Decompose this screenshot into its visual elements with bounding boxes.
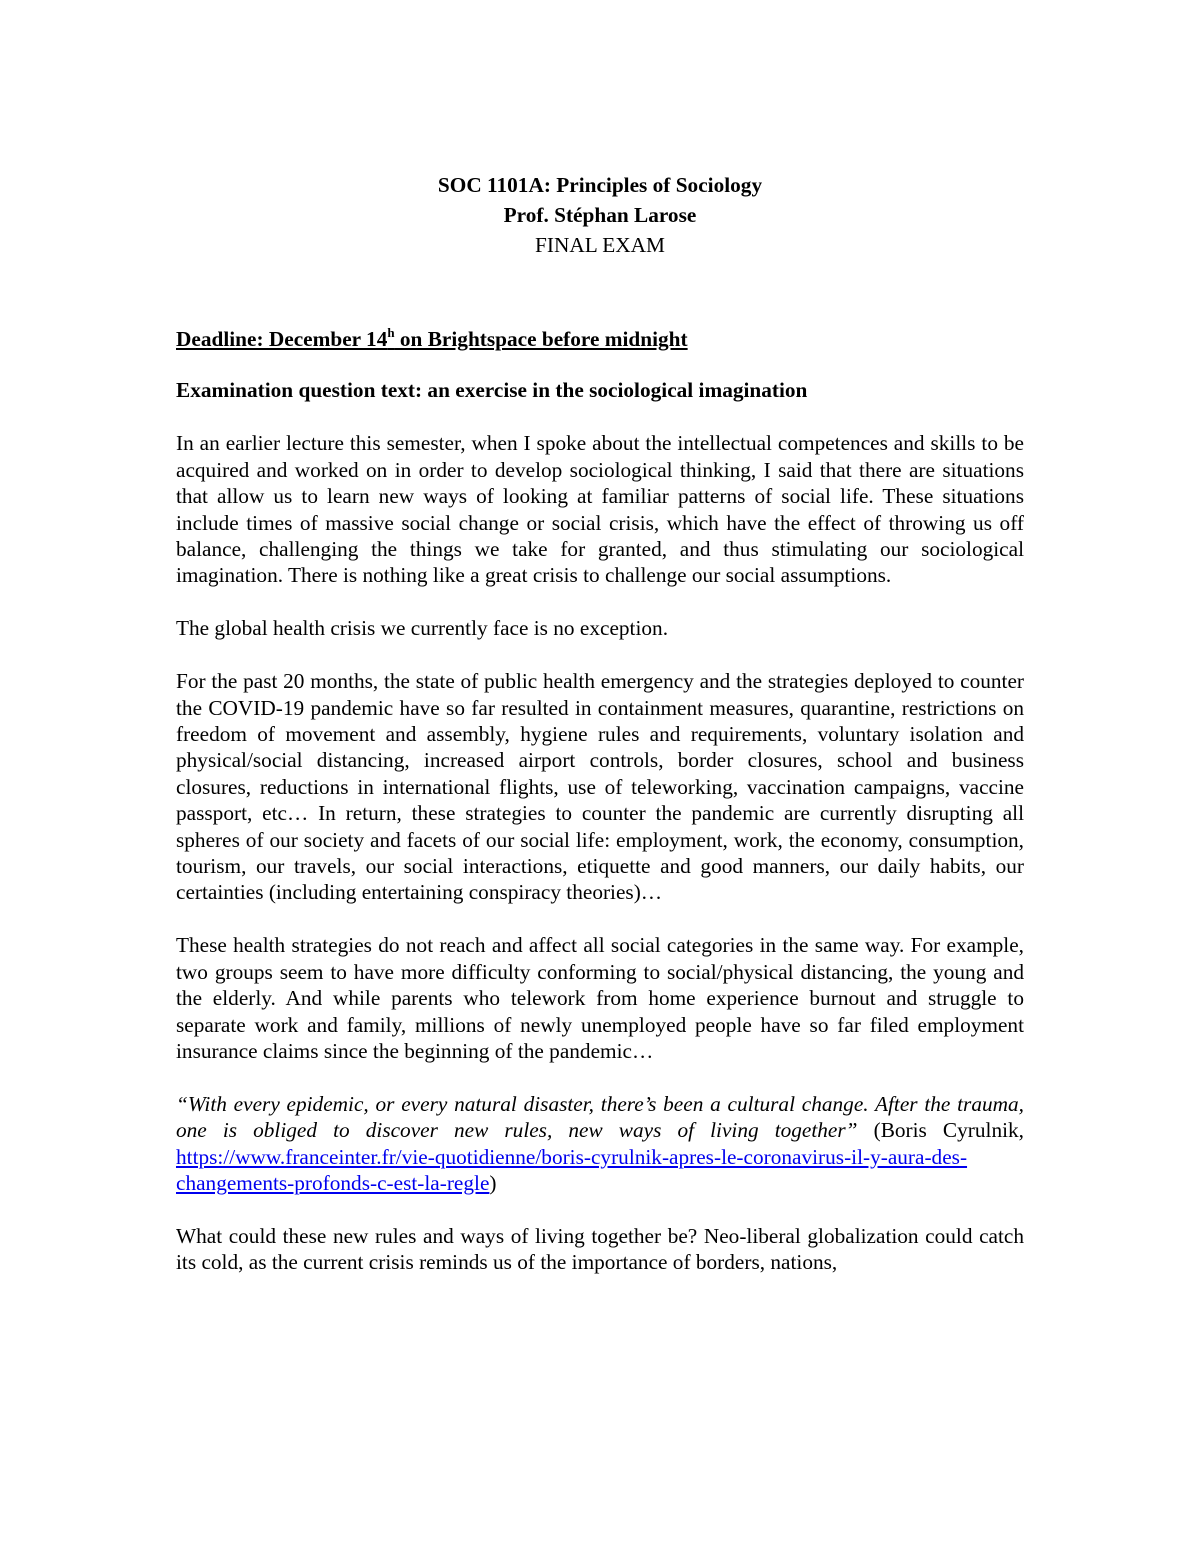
paragraph-quote <box>176 1091 1024 1197</box>
section-heading: Examination question text: an exercise in the sociological imagination <box>176 378 808 403</box>
quote-attribution: (Boris Cyrulnik, <box>857 1118 1024 1143</box>
document-page <box>176 170 1024 1276</box>
paragraph-new-rules: What could these new rules and ways of living together be? Neo-liberal globalization could catch its cold, as the current crisis reminds us of the importance of borders, nations, <box>176 1223 1024 1275</box>
deadline-superscript: h <box>387 325 395 340</box>
quote-close: ) <box>489 1171 497 1196</box>
deadline-line <box>176 326 1024 352</box>
document-header <box>176 170 1024 260</box>
paragraph-strategies: For the past 20 months, the state of public health emergency and the strategies deployed to counter the COVID-19 pandemic have so far resulted in containment measures, quarantine, restrictions on freedom of movement and assembly, hygiene rules and requirements, voluntary isolation and physical/social distancing, increased airport controls, border closures, school and business closures, reductions in international flights, use of teleworking, vaccination campaigns, vaccine passport, etc… In return, these strategies to counter the pandemic are currently disrupting all spheres of our society and facets of our social life: employment, work, the economy, consumption, tourism, our travels, our social interactions, etiquette and good manners, our daily habits, our certainties (including entertaining conspiracy theories)… <box>176 669 1024 905</box>
course-title: SOC 1101A: Principles of Sociology <box>437 173 763 197</box>
quote-source-link[interactable]: https://www.franceinter.fr/vie-quotidienne/boris-cyrulnik-apres-le-coronavirus-il-y-aura-des-changements-profonds-c-est-la-regle <box>176 1144 968 1196</box>
paragraph-inequality: These health strategies do not reach and affect all social categories in the same way. For example, two groups seem to have more difficulty conforming to social/physical distancing, the young and the elderly. And while parents who telework from home experience burnout and struggle to separate work and family, millions of newly unemployed people have so far filed employment insurance claims since the beginning of the pandemic… <box>176 933 1024 1063</box>
exam-title: FINAL EXAM <box>535 233 665 257</box>
quote-text: “With every epidemic, or every natural disaster, there’s been a cultural change. After the trauma, one is obliged to discover new rules, new ways of living together” <box>176 1091 1024 1143</box>
deadline-text: Deadline: December 14 <box>176 327 388 351</box>
paragraph-intro: In an earlier lecture this semester, when I spoke about the intellectual competences and skills to be acquired and worked on in order to develop sociological thinking, I said that there are situations that allow us to learn new ways of looking at familiar patterns of social life. These situations include times of massive social change or social crisis, which have the effect of throwing us off balance, challenging the things we take for granted, and thus stimulating our sociological imagination. There is nothing like a great crisis to challenge our social assumptions. <box>176 431 1024 588</box>
deadline-rest: on Brightspace before midnight <box>394 327 688 351</box>
paragraph-crisis: The global health crisis we currently face is no exception. <box>176 616 669 641</box>
professor-name: Prof. Stéphan Larose <box>503 203 697 227</box>
